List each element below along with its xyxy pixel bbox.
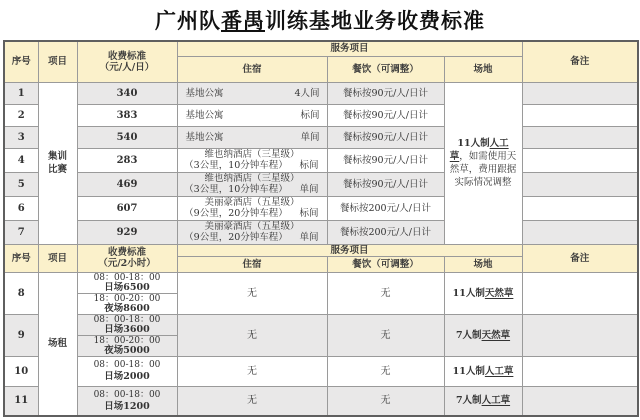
slot-price: 夜场8600	[104, 302, 150, 314]
header-dining-s2: 餐饮（可调整）	[327, 256, 444, 272]
venue-note-underlined: 人工草	[449, 138, 509, 162]
page-title-underlined: 番禺	[221, 8, 265, 33]
venue-note-cell	[444, 82, 522, 244]
header-fee-s2	[77, 244, 177, 272]
room-type: 单间	[299, 232, 319, 243]
header-fee-line1: 收费标准	[107, 247, 146, 258]
remark-cell	[522, 272, 638, 314]
hotel-name: 美丽豪酒店（五星级）	[204, 221, 300, 232]
dining-cell: 无	[327, 356, 444, 386]
venue-note-rest: ，如需使用天然草，费用跟据实际情况调整	[449, 151, 517, 188]
project-line2: 比赛	[47, 164, 67, 175]
header-fee-s1	[77, 41, 177, 82]
hotel-detail: （9公里，20分钟车程）	[184, 232, 288, 243]
header-remark: 备注	[522, 41, 638, 82]
slot-price: 日场3600	[104, 323, 150, 335]
lodging-cell	[177, 172, 327, 196]
header-project: 项目	[38, 41, 77, 82]
remark-cell	[522, 314, 638, 356]
remark-cell	[522, 104, 638, 126]
lodging-cell: 无	[177, 356, 327, 386]
header-no-s2: 序号	[4, 244, 38, 272]
row-no: 3	[4, 126, 38, 148]
header-venue-s2: 场地	[444, 256, 522, 272]
header-service-group: 服务项目	[177, 41, 522, 56]
header-remark-s2: 备注	[522, 244, 638, 272]
fee-slot-day	[78, 315, 177, 335]
dining-cell: 无	[327, 272, 444, 314]
lodging-cell	[177, 126, 327, 148]
slot-price: 日场1200	[104, 400, 150, 412]
header-dining: 餐饮（可调整）	[327, 56, 444, 82]
lodging-name: 基地公寓	[185, 131, 224, 143]
lodging-cell: 无	[177, 314, 327, 356]
page-title	[0, 0, 640, 40]
header-project-s2: 项目	[38, 244, 77, 272]
dining-cell: 餐标按90元/人/日计	[327, 82, 444, 104]
hotel-detail: （9公里，20分钟车程）	[184, 208, 288, 219]
fee-cell-split	[77, 314, 177, 356]
remark-cell	[522, 126, 638, 148]
lodging-cell	[177, 104, 327, 126]
fee-cell: 540	[77, 126, 177, 148]
venue-prefix: 11人制	[452, 287, 485, 299]
fee-slot-day	[78, 390, 177, 412]
venue-grass: 人工草	[484, 365, 514, 377]
row-no: 6	[4, 196, 38, 220]
hotel-name: 维也纳酒店（三星级）	[204, 149, 300, 160]
venue-prefix: 11人制	[452, 365, 485, 377]
row-no: 9	[4, 314, 38, 356]
project-cell-rental: 场租	[38, 272, 77, 416]
lodging-cell: 无	[177, 386, 327, 416]
header-no: 序号	[4, 41, 38, 82]
row-no: 4	[4, 148, 38, 172]
dining-cell: 餐标按200元/人/日计	[327, 220, 444, 244]
lodging-cell	[177, 82, 327, 104]
fee-cell: 383	[77, 104, 177, 126]
fee-cell: 340	[77, 82, 177, 104]
room-type: 单间	[299, 184, 319, 195]
hotel-name: 维也纳酒店（三星级）	[204, 173, 300, 184]
fee-slot-night	[78, 293, 177, 314]
hotel-detail: （3公里，10分钟车程）	[184, 160, 288, 171]
fee-cell: 469	[77, 172, 177, 196]
remark-cell	[522, 220, 638, 244]
fee-cell-single	[77, 356, 177, 386]
fee-slot-night	[78, 335, 177, 356]
remark-cell	[522, 356, 638, 386]
lodging-cell: 无	[177, 272, 327, 314]
remark-cell	[522, 196, 638, 220]
row-no: 11	[4, 386, 38, 416]
room-type: 标间	[299, 160, 319, 171]
remark-cell	[522, 148, 638, 172]
remark-cell	[522, 172, 638, 196]
slot-price: 日场6500	[104, 281, 150, 293]
fee-cell: 283	[77, 148, 177, 172]
row-no: 2	[4, 104, 38, 126]
row-no: 7	[4, 220, 38, 244]
header-fee-line2: （元/人/日）	[99, 61, 155, 73]
dining-cell: 餐标按90元/人/日计	[327, 172, 444, 196]
lodging-cell	[177, 148, 327, 172]
fee-slot-day	[78, 273, 177, 293]
fee-cell: 607	[77, 196, 177, 220]
fee-cell-single	[77, 386, 177, 416]
venue-note-bold: 11人制	[457, 138, 490, 149]
dining-cell: 餐标按90元/人/日计	[327, 126, 444, 148]
hotel-name: 美丽豪酒店（五星级）	[204, 197, 300, 208]
dining-cell: 餐标按90元/人/日计	[327, 104, 444, 126]
room-type: 单间	[300, 131, 320, 143]
lodging-cell	[177, 220, 327, 244]
venue-prefix: 7人制	[455, 329, 482, 341]
room-type: 标间	[300, 109, 320, 121]
venue-cell	[444, 356, 522, 386]
header-fee-line2: （元/2小时）	[98, 258, 156, 269]
row-no: 8	[4, 272, 38, 314]
venue-cell	[444, 386, 522, 416]
venue-grass: 天然草	[481, 329, 511, 341]
slot-price: 夜场5000	[104, 344, 150, 356]
venue-cell	[444, 272, 522, 314]
room-type: 4人间	[294, 87, 320, 99]
project-line1: 集训	[47, 151, 67, 162]
slot-time: 18：00-20：00	[93, 335, 161, 346]
project-cell-training	[38, 82, 77, 244]
lodging-name: 基地公寓	[185, 87, 224, 99]
row-no: 10	[4, 356, 38, 386]
row-no: 5	[4, 172, 38, 196]
dining-cell: 无	[327, 314, 444, 356]
remark-cell	[522, 82, 638, 104]
slot-time: 08：00-18：00	[93, 314, 161, 325]
venue-prefix: 7人制	[455, 395, 482, 407]
lodging-cell	[177, 196, 327, 220]
header-service-group-s2: 服务项目	[177, 244, 522, 256]
slot-time: 18：00-20：00	[93, 293, 161, 304]
header-lodging-s2: 住宿	[177, 256, 327, 272]
room-type: 标间	[299, 208, 319, 219]
dining-cell: 餐标按200元/人/日计	[327, 196, 444, 220]
slot-time: 08：00-18：00	[93, 389, 161, 400]
slot-price: 日场2000	[104, 371, 150, 382]
fee-cell: 929	[77, 220, 177, 244]
dining-cell: 餐标按90元/人/日计	[327, 148, 444, 172]
venue-grass: 人工草	[481, 395, 511, 407]
page-title-post: 训练基地业务收费标准	[265, 8, 485, 33]
header-lodging: 住宿	[177, 56, 327, 82]
header-fee-line1: 收费标准	[107, 50, 146, 62]
row-no: 1	[4, 82, 38, 104]
venue-grass: 天然草	[484, 287, 514, 299]
page-title-pre: 广州队	[155, 8, 221, 33]
slot-time: 08：00-18：00	[93, 272, 161, 283]
fee-slot-day	[78, 360, 177, 382]
fee-table	[3, 40, 639, 417]
hotel-detail: （3公里，10分钟车程）	[184, 184, 288, 195]
remark-cell	[522, 386, 638, 416]
lodging-name: 基地公寓	[185, 109, 224, 121]
dining-cell: 无	[327, 386, 444, 416]
fee-cell-split	[77, 272, 177, 314]
header-venue: 场地	[444, 56, 522, 82]
slot-time: 08：00-18：00	[93, 360, 161, 370]
venue-cell	[444, 314, 522, 356]
